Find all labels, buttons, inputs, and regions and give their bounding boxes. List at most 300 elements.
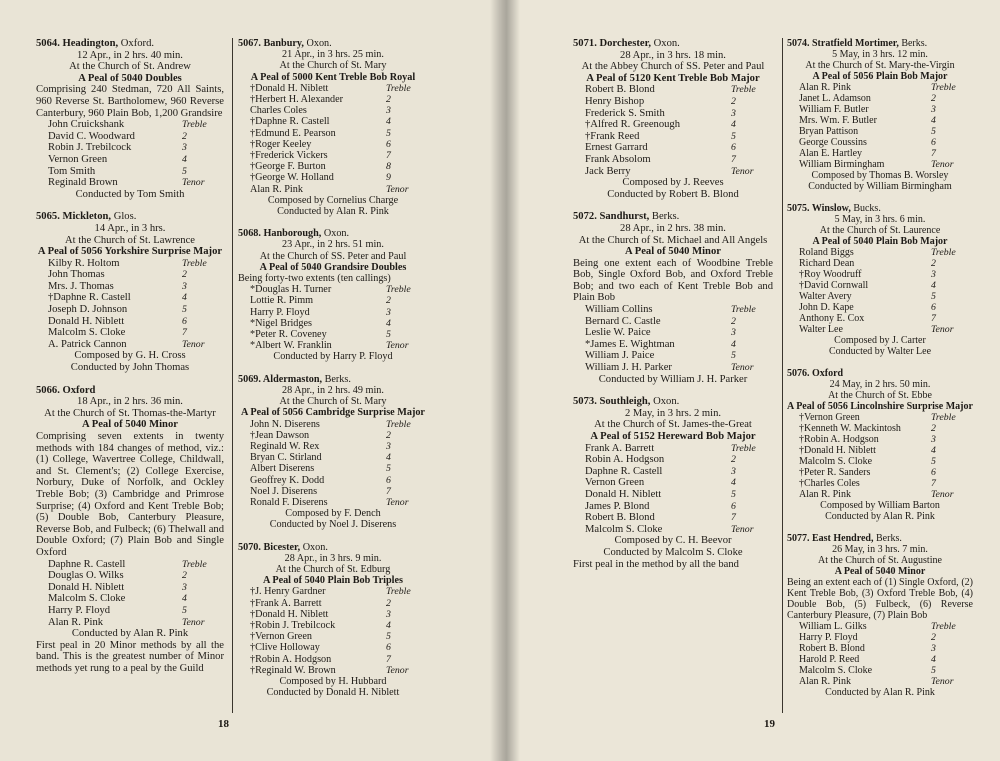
ringer-row — [238, 340, 428, 351]
ringer-name: †Frank Reed — [585, 130, 640, 142]
ringer-row — [238, 642, 428, 653]
ringer-name: Mrs. Wm. F. Butler — [799, 115, 877, 126]
ringer-name: *James E. Wightman — [585, 338, 675, 350]
peal-title — [238, 542, 428, 553]
ringer-name: William Collins — [585, 304, 653, 316]
ringer-row — [787, 467, 973, 478]
peal-record-5069 — [238, 374, 428, 531]
ringer-row — [787, 489, 973, 500]
peal-county: Berks. — [901, 38, 928, 49]
ringer-name: John D. Kape — [799, 302, 854, 313]
bell-number: 2 — [731, 454, 736, 466]
ringer-row — [238, 486, 428, 497]
bell-number: 5 — [731, 350, 736, 362]
peal-conductor: Conducted by Walter Lee — [828, 346, 932, 357]
ringer-name: Ernest Garrard — [585, 142, 648, 154]
bell-number: Treble — [731, 84, 756, 96]
ringer-row — [573, 454, 773, 466]
peal-county: Oxon. — [306, 38, 332, 49]
peal-number-place: 5075. Winslow, — [787, 203, 851, 214]
bell-number: 5 — [386, 329, 391, 341]
ringer-row — [573, 96, 773, 108]
ringer-row — [573, 84, 773, 96]
ringer-row — [36, 177, 224, 189]
bell-number: 4 — [386, 317, 391, 329]
ringer-row — [787, 82, 973, 93]
ringer-row — [573, 501, 773, 513]
bell-number: 3 — [386, 608, 391, 620]
ringer-name: Malcolm S. Cloke — [48, 593, 126, 605]
peal-church: At the Abbey Church of SS. Peter and Paul — [581, 61, 765, 73]
bell-number: 4 — [182, 153, 187, 165]
peal-conductor: Conducted by William Birmingham — [808, 181, 952, 192]
bell-number: 4 — [931, 280, 936, 291]
ringer-row — [787, 115, 973, 126]
peal-composer: Composed by J. Reeves — [622, 177, 724, 189]
peal-number-place: 5066. Oxford — [36, 384, 96, 396]
peal-composer: Composed by H. Hubbard — [279, 675, 387, 687]
ringer-row — [36, 131, 224, 143]
ringer-name: Henry Bishop — [585, 95, 645, 107]
ringer-row — [238, 620, 428, 631]
bell-number: 5 — [386, 463, 391, 475]
ringer-name: Vernon Green — [48, 153, 108, 165]
peal-conductor: Conducted by Harry P. Floyd — [273, 351, 393, 363]
peal-date: 28 Apr., in 2 hrs. 49 min. — [282, 384, 384, 396]
bell-number: Treble — [182, 257, 207, 269]
bell-number: 7 — [386, 653, 391, 665]
peal-title — [787, 533, 973, 544]
peal-record-5070 — [238, 542, 428, 699]
peal-title — [787, 38, 973, 49]
ringer-row — [573, 166, 773, 178]
bell-number: 4 — [386, 452, 391, 464]
ringer-name: Alan R. Pink — [799, 489, 851, 500]
ringer-name: Malcolm S. Cloke — [48, 327, 126, 339]
ringer-row — [238, 94, 428, 105]
ringer-name: Jack Berry — [585, 165, 631, 177]
ringer-row — [238, 329, 428, 340]
ringer-row — [787, 621, 973, 632]
ringer-row — [238, 419, 428, 430]
ringer-name: †Reginald W. Brown — [250, 664, 336, 676]
peal-date: 2 May, in 3 hrs. 2 min. — [624, 407, 722, 419]
bell-number: Treble — [182, 558, 207, 570]
peal-number-place: 5072. Sandhurst, — [573, 211, 650, 223]
peal-name: A Peal of 5120 Kent Treble Bob Major — [586, 72, 760, 84]
bell-number: 9 — [386, 172, 391, 184]
peal-name: A Peal of 5040 Doubles — [78, 72, 182, 84]
ringer-row — [787, 291, 973, 302]
ringer-name: †Donald H. Niblett — [250, 82, 329, 94]
ringer-name: Alan E. Hartley — [799, 148, 863, 159]
bell-number: 3 — [731, 327, 736, 339]
peal-composer: Composed by William Barton — [820, 500, 940, 511]
peal-title — [787, 203, 973, 214]
ringer-row — [238, 430, 428, 441]
ringer-name: William L. Gilks — [799, 621, 867, 632]
bell-number: 3 — [386, 306, 391, 318]
ringer-name: Joseph D. Johnson — [48, 304, 128, 316]
bell-number: 3 — [931, 269, 936, 280]
left-column-1 — [36, 38, 224, 685]
peal-church: At the Church of St. Thomas-the-Martyr — [44, 407, 216, 419]
peal-title — [238, 38, 428, 49]
ringer-name: Walter Lee — [799, 324, 843, 335]
ringer-name: Noel J. Diserens — [250, 485, 318, 497]
ringer-name: Robin A. Hodgson — [585, 454, 665, 466]
peal-number-place: 5069. Aldermaston, — [238, 373, 323, 385]
peal-conductor: Conducted by Alan R. Pink — [825, 511, 935, 522]
peal-record-5073 — [573, 396, 773, 570]
bell-number: 4 — [182, 292, 187, 304]
ringer-row — [36, 593, 224, 605]
ringer-name: †Kenneth W. Mackintosh — [799, 423, 901, 434]
peal-date: 23 Apr., in 2 hrs. 51 min. — [282, 239, 384, 251]
peal-date: 28 Apr., in 3 hrs. 18 min. — [620, 49, 726, 61]
ringer-row — [36, 559, 224, 571]
ringer-row — [787, 434, 973, 445]
ringer-name: Donald H. Niblett — [48, 315, 125, 327]
peal-composer: Composed by C. H. Beevor — [614, 535, 732, 547]
ringer-row — [238, 184, 428, 195]
peal-conductor: Conducted by Malcolm S. Cloke — [603, 546, 743, 558]
peal-title — [238, 228, 428, 239]
bell-number: 2 — [182, 269, 187, 281]
ringer-name: George Coussins — [799, 137, 867, 148]
peal-record-5072 — [573, 211, 773, 385]
bell-number: 7 — [731, 153, 736, 165]
peal-county: Oxon. — [323, 228, 350, 240]
ringer-row — [238, 284, 428, 295]
ringer-row — [238, 631, 428, 642]
ringer-row — [36, 166, 224, 178]
bell-number: Tenor — [386, 340, 409, 352]
ringer-row — [787, 280, 973, 291]
peal-name: A Peal of 5056 Lincolnshire Surprise Major — [787, 401, 973, 412]
ringer-row — [238, 116, 428, 127]
peal-record-5075 — [787, 203, 973, 357]
ringer-name: *Nigel Bridges — [250, 317, 312, 329]
bell-number: 5 — [182, 304, 187, 316]
ringer-row — [787, 445, 973, 456]
bell-number: Treble — [931, 621, 956, 632]
bell-number: 5 — [931, 291, 936, 302]
bell-number: 5 — [931, 126, 936, 137]
peal-date: 28 Apr., in 2 hrs. 38 min. — [620, 222, 726, 234]
peal-composer: Composed by F. Dench — [285, 508, 381, 520]
ringer-row — [238, 475, 428, 486]
bell-number: 3 — [931, 643, 936, 654]
bell-number: Treble — [182, 119, 207, 131]
ringer-name: Roland Biggs — [799, 247, 854, 258]
ringer-row — [36, 119, 224, 131]
ringer-name: †Daphne R. Castell — [48, 292, 131, 304]
bell-number: Treble — [931, 82, 956, 93]
peal-title — [36, 38, 224, 50]
bell-number: Treble — [386, 586, 411, 598]
bell-number: Tenor — [731, 362, 754, 374]
ringer-row — [36, 154, 224, 166]
page-number-right: 19 — [764, 718, 775, 730]
right-column-1 — [573, 38, 773, 581]
ringer-name: Lottie R. Pimm — [250, 295, 314, 307]
ringer-row — [787, 654, 973, 665]
right-column-2 — [787, 38, 973, 709]
peal-name: A Peal of 5056 Yorkshire Surprise Major — [37, 246, 223, 258]
ringer-row — [36, 570, 224, 582]
ringer-row — [787, 148, 973, 159]
bell-number: 4 — [386, 116, 391, 128]
ringer-name: Alan R. Pink — [799, 676, 851, 687]
ringer-name: †Edmund E. Pearson — [250, 127, 336, 139]
peal-name: A Peal of 5000 Kent Treble Bob Royal — [250, 71, 416, 83]
bell-number: Tenor — [386, 496, 409, 508]
ringer-row — [238, 295, 428, 306]
ringer-name: †Frederick Vickers — [250, 150, 328, 162]
peal-date: 5 May, in 3 hrs. 12 min. — [832, 49, 928, 60]
bell-number: 2 — [386, 295, 391, 307]
ringer-name: †Charles Coles — [799, 478, 860, 489]
ringer-name: Vernon Green — [585, 477, 645, 489]
bell-number: 4 — [931, 654, 936, 665]
ringer-name: Kilby R. Holtom — [48, 257, 120, 269]
ringer-row — [238, 105, 428, 116]
peal-record-5074 — [787, 38, 973, 192]
ringer-name: †Herbert H. Alexander — [250, 94, 344, 106]
ringer-row — [787, 302, 973, 313]
peal-title — [238, 374, 428, 385]
peal-church: At the Church of St. Lawrence — [64, 234, 196, 246]
ringer-name: Janet L. Adamson — [799, 93, 871, 104]
ringer-name: *Peter R. Coveney — [250, 329, 327, 341]
ringer-name: †Robin J. Trebilcock — [250, 619, 336, 631]
bell-number: 7 — [386, 150, 391, 162]
ringer-name: Robert B. Blond — [585, 512, 655, 524]
ringer-name: Malcolm S. Cloke — [799, 665, 873, 676]
bell-number: 7 — [386, 485, 391, 497]
peal-church: At the Church of St. Mary-the-Virgin — [805, 60, 955, 71]
bell-number: 3 — [386, 105, 391, 117]
ringer-row — [573, 443, 773, 455]
bell-number: Tenor — [182, 177, 205, 189]
ringer-name: Frank A. Barrett — [585, 442, 655, 454]
bell-number: Treble — [731, 442, 756, 454]
peal-conductor: Conducted by William J. H. Parker — [598, 373, 748, 385]
peal-church: At the Church of St. James-the-Great — [594, 419, 752, 431]
peal-description: Comprising seven extents in twenty methods with 184 changes of method, viz.: (1) College, Wavertree College, Childwall, and St. Clement's; (2) College Exercise, Norbury, Duke of Norfolk, and Ockley Treble Bob; (3) Cambridge and Primrose Surprise; (4) Oxford and Kent Treble Bob; (5) Double Bob, Canterbury Pleasure, Reverse Bob, and Fulbeck; (6) Thelwall and Double Oxford; (7) Plain Bob and Single Oxford — [36, 431, 224, 558]
ringer-row — [787, 247, 973, 258]
bell-number: 5 — [182, 604, 187, 616]
peal-record-5077 — [787, 533, 973, 698]
ringer-name: †George F. Burton — [250, 161, 326, 173]
ringer-name: †Robin A. Hodgson — [250, 653, 332, 665]
ringer-row — [238, 172, 428, 183]
bell-number: Treble — [731, 304, 756, 316]
ringer-name: Ronald F. Diserens — [250, 496, 328, 508]
ringer-row — [36, 258, 224, 270]
page-number-left: 18 — [218, 718, 229, 730]
bell-number: 3 — [731, 465, 736, 477]
ringer-row — [238, 307, 428, 318]
ringer-row — [238, 128, 428, 139]
peal-county: Berks. — [324, 373, 351, 385]
peal-conductor: Conducted by Noel J. Diserens — [269, 519, 397, 531]
ringer-row — [36, 269, 224, 281]
bell-number: 4 — [731, 477, 736, 489]
ringer-name: Leslie W. Paice — [585, 327, 651, 339]
ringer-row — [787, 676, 973, 687]
peal-number-place: 5067. Banbury, — [238, 38, 304, 49]
peal-conductor: Conducted by Donald H. Niblett — [266, 687, 400, 699]
ringer-name: Donald H. Niblett — [585, 488, 662, 500]
peal-title — [787, 368, 973, 379]
peal-description: Being one extent each of Woodbine Treble Bob, Single Oxford Bob, and Oxford Treble Bob; and two each of Kent Treble Bob and Plain Bob — [573, 257, 773, 304]
ringer-name: Douglas O. Wilks — [48, 570, 124, 582]
bell-number: 6 — [731, 500, 736, 512]
bell-number: 2 — [931, 423, 936, 434]
ringer-row — [787, 269, 973, 280]
ringer-name: Robert B. Blond — [585, 84, 655, 96]
bell-number: Tenor — [731, 523, 754, 535]
ringer-row — [573, 108, 773, 120]
ringer-row — [238, 463, 428, 474]
bell-number: Treble — [931, 412, 956, 423]
ringer-row — [238, 161, 428, 172]
book-gutter — [490, 0, 520, 761]
ringer-name: Tom Smith — [48, 165, 96, 177]
peal-date: 18 Apr., in 2 hrs. 36 min. — [77, 396, 183, 408]
ringer-row — [36, 582, 224, 594]
bell-number: 4 — [182, 593, 187, 605]
ringer-name: William Birmingham — [799, 159, 885, 170]
bell-number: 4 — [731, 338, 736, 350]
ringer-name: Richard Dean — [799, 258, 855, 269]
peal-record-5065 — [36, 211, 224, 373]
bell-number: 2 — [386, 94, 391, 106]
left-column-2 — [238, 38, 428, 709]
bell-number: 4 — [731, 119, 736, 131]
ringer-row — [787, 137, 973, 148]
ringer-name: William J. Paice — [585, 350, 655, 362]
ringer-name: Daphne R. Castell — [585, 465, 663, 477]
ringer-name: Albert Diserens — [250, 463, 315, 475]
ringer-row — [238, 665, 428, 676]
bell-number: Tenor — [386, 664, 409, 676]
ringer-row — [787, 93, 973, 104]
ringer-row — [787, 478, 973, 489]
peal-record-5066 — [36, 385, 224, 675]
ringer-name: John Cruickshank — [48, 119, 125, 131]
ringer-name: Bernard C. Castle — [585, 315, 661, 327]
ringer-row — [573, 477, 773, 489]
bell-number: Tenor — [731, 165, 754, 177]
ringer-name: †Vernon Green — [250, 631, 312, 643]
peal-date: 5 May, in 3 hrs. 6 min. — [834, 214, 926, 225]
ringer-name: Harold P. Reed — [799, 654, 860, 665]
bell-number: 6 — [386, 642, 391, 654]
ringer-name: Walter Avery — [799, 291, 852, 302]
ringer-row — [787, 643, 973, 654]
bell-number: 2 — [386, 597, 391, 609]
ringer-row — [787, 104, 973, 115]
peal-county: Berks. — [651, 211, 680, 223]
ringer-name: †George W. Holland — [250, 172, 334, 184]
ringer-name: William F. Butler — [799, 104, 869, 115]
ringer-row — [787, 324, 973, 335]
peal-record-5071 — [573, 38, 773, 200]
ringer-row — [787, 665, 973, 676]
bell-number: 2 — [731, 95, 736, 107]
ringer-name: †David Cornwall — [799, 280, 869, 291]
ringer-name: †J. Henry Gardner — [250, 586, 326, 598]
ringer-row — [238, 83, 428, 94]
ringer-row — [787, 159, 973, 170]
bell-number: 2 — [931, 258, 936, 269]
ringer-row — [573, 350, 773, 362]
peal-title — [573, 211, 773, 223]
peal-conductor: Conducted by Alan R. Pink — [825, 687, 935, 698]
ringer-name: Alan R. Pink — [48, 616, 104, 628]
bell-number: 2 — [182, 130, 187, 142]
ringer-name: †Roy Woodruff — [799, 269, 862, 280]
bell-number: 3 — [182, 581, 187, 593]
ringer-row — [573, 142, 773, 154]
bell-number: 2 — [386, 429, 391, 441]
ringer-row — [36, 327, 224, 339]
bell-number: 7 — [931, 313, 936, 324]
ringer-name: James P. Blond — [585, 500, 650, 512]
bell-number: 5 — [931, 665, 936, 676]
ringer-name: Alan R. Pink — [250, 183, 303, 195]
bell-number: Treble — [386, 418, 411, 430]
peal-church: At the Church of St. Michael and All Angels — [578, 234, 768, 246]
ringer-row — [573, 524, 773, 536]
bell-number: 5 — [731, 130, 736, 142]
bell-number: 6 — [731, 142, 736, 154]
bell-number: 4 — [931, 445, 936, 456]
peal-title — [36, 385, 224, 397]
peal-county: Oxon. — [653, 38, 680, 49]
peal-title — [36, 211, 224, 223]
peal-composer: Composed by Cornelius Charge — [267, 194, 399, 206]
peal-conductor: Conducted by Alan R. Pink — [277, 206, 389, 218]
peal-number-place: 5064. Headington, — [36, 38, 119, 49]
bell-number: 3 — [931, 104, 936, 115]
ringer-name: Reginald Brown — [48, 177, 118, 189]
ringer-name: Robin J. Trebilcock — [48, 142, 132, 154]
ringer-name: Charles Coles — [250, 105, 307, 117]
column-divider — [232, 38, 233, 713]
peal-date: 14 Apr., in 3 hrs. — [94, 222, 166, 234]
bell-number: 2 — [931, 93, 936, 104]
peal-church: At the Church of St. Augustine — [818, 555, 942, 566]
peal-date: 26 May, in 3 hrs. 7 min. — [832, 544, 928, 555]
peal-date: 21 Apr., in 3 hrs. 25 min. — [282, 49, 384, 61]
peal-church: At the Church of St. Edburg — [275, 563, 391, 575]
ringer-name: David C. Woodward — [48, 130, 135, 142]
bell-number: Treble — [931, 247, 956, 258]
peal-record-5068 — [238, 228, 428, 362]
bell-number: 7 — [931, 148, 936, 159]
bell-number: 6 — [931, 137, 936, 148]
ringer-name: †Robin A. Hodgson — [799, 434, 879, 445]
bell-number: Tenor — [931, 159, 954, 170]
ringer-name: Reginald W. Rex — [250, 440, 320, 452]
peal-church: At the Church of St. Mary — [279, 396, 387, 408]
bell-number: 6 — [182, 315, 187, 327]
ringer-name: A. Patrick Cannon — [48, 338, 127, 350]
